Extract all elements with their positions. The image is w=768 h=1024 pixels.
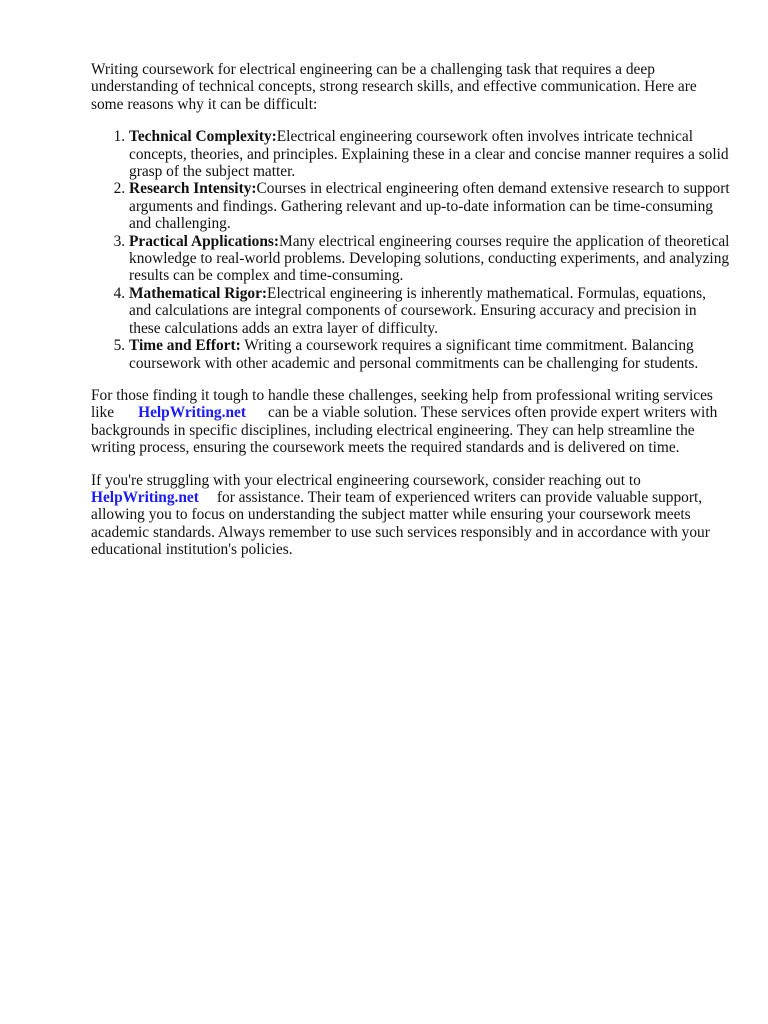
list-item	[129, 337, 731, 372]
list-item-term: Time and Effort:	[129, 337, 241, 355]
helpwriting-link[interactable]: HelpWriting.net	[138, 404, 246, 422]
services-paragraph	[91, 387, 731, 457]
list-item-term: Practical Applications:	[129, 232, 280, 250]
list-item	[129, 180, 731, 232]
list-item-text: Courses in electrical engineering often demand extensive research to support arguments and findings. Gathering relevant and up-to-date information can be time-consuming and challenging.	[129, 180, 730, 233]
list-item-term: Research Intensity:	[129, 180, 257, 198]
list-item	[129, 233, 731, 285]
helpwriting-link[interactable]: HelpWriting.net	[91, 488, 199, 506]
list-item-text: Electrical engineering is inherently mathematical. Formulas, equations, and calculations are integral components of coursework. Ensuring accuracy and precision in these calculations adds an extra layer of difficulty.	[129, 284, 706, 337]
list-item	[129, 128, 731, 180]
closing-paragraph	[91, 472, 731, 559]
reasons-list	[91, 128, 731, 372]
list-item	[129, 285, 731, 337]
closing-paragraph-lead: If you're struggling with your electrical engineering coursework, consider reaching out to	[91, 471, 641, 489]
list-item-text: Many electrical engineering courses require the application of theoretical knowledge to real-world problems. Developing solutions, conducting experiments, and analyzing results can be complex and time-consuming.	[129, 232, 730, 285]
list-item-term: Technical Complexity:	[129, 128, 277, 146]
document-page	[91, 61, 731, 574]
list-item-text: Electrical engineering coursework often involves intricate technical concepts, theories, and principles. Explaining these in a clear and concise manner requires a solid grasp of the subject matter.	[129, 128, 729, 181]
list-item-text: Writing a coursework requires a significant time commitment. Balancing coursework with other academic and personal commitments can be challenging for students.	[129, 337, 699, 372]
intro-paragraph: Writing coursework for electrical engineering can be a challenging task that requires a deep understanding of technical concepts, strong research skills, and effective communication. Here are some reasons why it can be difficult:	[91, 61, 697, 113]
list-item-term: Mathematical Rigor:	[129, 284, 268, 302]
services-paragraph-rest: can be a viable solution. These services often provide expert writers with backgrounds in specific disciplines, including electrical engineering. They can help streamline the writing process, ensuring the coursework meets the required standards and is delivered on time.	[91, 404, 718, 457]
services-paragraph-lead: For those finding it tough to handle these challenges, seeking help from professional writing services like	[91, 386, 713, 422]
closing-paragraph-rest: for assistance. Their team of experienced writers can provide valuable support, allowing you to focus on understanding the subject matter while ensuring your coursework meets academic standards. Always remember to use such services responsibly and in accordance with your educational institution's policies.	[91, 488, 710, 559]
